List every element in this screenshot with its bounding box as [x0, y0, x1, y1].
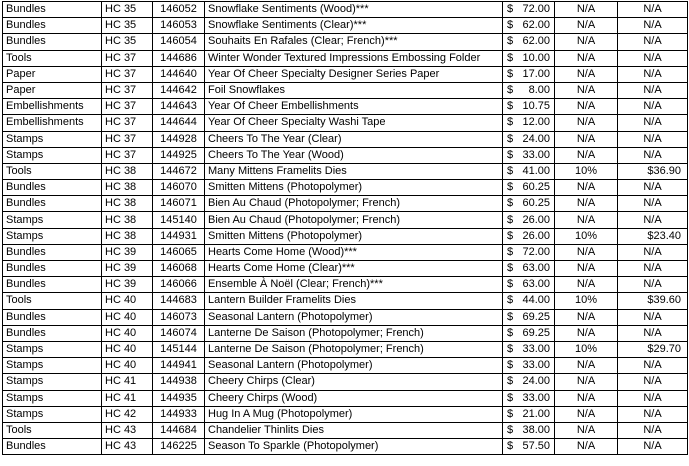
currency-symbol: $	[507, 391, 514, 404]
discount-cell: 10%	[555, 341, 618, 357]
category-cell: Bundles	[3, 277, 102, 293]
hc-page-cell: HC 39	[102, 277, 153, 293]
category-cell: Tools	[3, 50, 102, 66]
description-cell: Year Of Cheer Specialty Washi Tape	[205, 115, 503, 131]
item-number-cell: 144672	[153, 163, 205, 179]
price-cell	[503, 34, 555, 50]
price-value: 12.00	[522, 116, 550, 129]
hc-page-cell: HC 39	[102, 261, 153, 277]
hc-page-cell: HC 35	[102, 34, 153, 50]
currency-symbol: $	[507, 148, 514, 161]
item-number-cell: 146065	[153, 244, 205, 260]
category-cell: Embellishments	[3, 99, 102, 115]
table-row	[3, 163, 688, 179]
description-cell: Year Of Cheer Specialty Designer Series Paper	[205, 66, 503, 82]
price-value: 10.00	[522, 51, 550, 64]
discount-cell: N/A	[555, 99, 618, 115]
price-value: 10.75	[522, 100, 550, 113]
item-number-cell: 145144	[153, 341, 205, 357]
category-cell: Bundles	[3, 309, 102, 325]
discount-cell: N/A	[555, 18, 618, 34]
currency-symbol: $	[507, 67, 514, 80]
category-cell: Tools	[3, 163, 102, 179]
discount-cell: N/A	[555, 422, 618, 438]
description-cell: Lanterne De Saison (Photopolymer; French)	[205, 341, 503, 357]
price-cell	[503, 374, 555, 390]
price-cell	[503, 309, 555, 325]
hc-page-cell: HC 41	[102, 390, 153, 406]
price-cell	[503, 50, 555, 66]
sale-price-cell: N/A	[618, 115, 688, 131]
table-row	[3, 293, 688, 309]
price-cell	[503, 115, 555, 131]
table-row	[3, 196, 688, 212]
category-cell: Bundles	[3, 18, 102, 34]
item-number-cell: 144935	[153, 390, 205, 406]
hc-page-cell: HC 37	[102, 115, 153, 131]
item-number-cell: 146053	[153, 18, 205, 34]
price-value: 33.00	[522, 359, 550, 372]
currency-symbol: $	[507, 164, 514, 177]
description-cell: Smitten Mittens (Photopolymer)	[205, 228, 503, 244]
price-value: 69.25	[522, 310, 550, 323]
description-cell: Snowflake Sentiments (Clear)***	[205, 18, 503, 34]
price-cell	[503, 163, 555, 179]
category-cell: Stamps	[3, 390, 102, 406]
discount-cell: N/A	[555, 358, 618, 374]
table-row	[3, 422, 688, 438]
currency-symbol: $	[507, 197, 514, 210]
sale-price-cell: $39.60	[618, 293, 688, 309]
item-number-cell: 146054	[153, 34, 205, 50]
price-cell	[503, 261, 555, 277]
table-row	[3, 277, 688, 293]
description-cell: Cheers To The Year (Clear)	[205, 131, 503, 147]
table-row	[3, 374, 688, 390]
discount-cell: N/A	[555, 277, 618, 293]
price-list-table	[2, 1, 688, 455]
category-cell: Stamps	[3, 212, 102, 228]
table-row	[3, 82, 688, 98]
item-number-cell: 144938	[153, 374, 205, 390]
hc-page-cell: HC 39	[102, 244, 153, 260]
description-cell: Cheery Chirps (Wood)	[205, 390, 503, 406]
category-cell: Stamps	[3, 374, 102, 390]
sale-price-cell: N/A	[618, 131, 688, 147]
price-value: 57.50	[522, 440, 550, 453]
sale-price-cell: N/A	[618, 244, 688, 260]
hc-page-cell: HC 41	[102, 374, 153, 390]
table-row	[3, 2, 688, 18]
price-value: 26.00	[522, 229, 550, 242]
sale-price-cell: $29.70	[618, 341, 688, 357]
sale-price-cell: N/A	[618, 2, 688, 18]
sale-price-cell: N/A	[618, 309, 688, 325]
price-cell	[503, 293, 555, 309]
description-cell: Many Mittens Framelits Dies	[205, 163, 503, 179]
price-cell	[503, 2, 555, 18]
discount-cell: N/A	[555, 374, 618, 390]
description-cell: Hearts Come Home (Wood)***	[205, 244, 503, 260]
price-cell	[503, 390, 555, 406]
hc-page-cell: HC 38	[102, 180, 153, 196]
table-row	[3, 228, 688, 244]
sale-price-cell: N/A	[618, 18, 688, 34]
discount-cell: 10%	[555, 293, 618, 309]
currency-symbol: $	[507, 375, 514, 388]
item-number-cell: 145140	[153, 212, 205, 228]
item-number-cell: 144642	[153, 82, 205, 98]
discount-cell: N/A	[555, 309, 618, 325]
price-cell	[503, 147, 555, 163]
sale-price-cell: N/A	[618, 82, 688, 98]
hc-page-cell: HC 40	[102, 358, 153, 374]
price-value: 17.00	[522, 67, 550, 80]
discount-cell: N/A	[555, 82, 618, 98]
description-cell: Cheers To The Year (Wood)	[205, 147, 503, 163]
price-value: 8.00	[528, 84, 550, 97]
table-row	[3, 34, 688, 50]
description-cell: Snowflake Sentiments (Wood)***	[205, 2, 503, 18]
hc-page-cell: HC 35	[102, 2, 153, 18]
hc-page-cell: HC 38	[102, 212, 153, 228]
price-cell	[503, 228, 555, 244]
sale-price-cell: N/A	[618, 147, 688, 163]
hc-page-cell: HC 38	[102, 163, 153, 179]
category-cell: Paper	[3, 66, 102, 82]
description-cell: Bien Au Chaud (Photopolymer; French)	[205, 196, 503, 212]
discount-cell: N/A	[555, 196, 618, 212]
price-value: 63.00	[522, 278, 550, 291]
description-cell: Hearts Come Home (Clear)***	[205, 261, 503, 277]
category-cell: Bundles	[3, 325, 102, 341]
item-number-cell: 144933	[153, 406, 205, 422]
category-cell: Stamps	[3, 147, 102, 163]
currency-symbol: $	[507, 116, 514, 129]
hc-page-cell: HC 42	[102, 406, 153, 422]
hc-page-cell: HC 43	[102, 422, 153, 438]
item-number-cell: 146052	[153, 2, 205, 18]
sale-price-cell: N/A	[618, 99, 688, 115]
discount-cell: N/A	[555, 390, 618, 406]
sale-price-cell: N/A	[618, 34, 688, 50]
sale-price-cell: N/A	[618, 66, 688, 82]
price-value: 72.00	[522, 3, 550, 16]
currency-symbol: $	[507, 245, 514, 258]
item-number-cell: 146070	[153, 180, 205, 196]
discount-cell: N/A	[555, 131, 618, 147]
price-value: 33.00	[522, 391, 550, 404]
price-cell	[503, 325, 555, 341]
category-cell: Bundles	[3, 2, 102, 18]
table-row	[3, 325, 688, 341]
sale-price-cell: N/A	[618, 277, 688, 293]
discount-cell: N/A	[555, 34, 618, 50]
hc-page-cell: HC 38	[102, 228, 153, 244]
category-cell: Bundles	[3, 196, 102, 212]
table-row	[3, 18, 688, 34]
sale-price-cell: N/A	[618, 374, 688, 390]
discount-cell: N/A	[555, 147, 618, 163]
table-row	[3, 212, 688, 228]
price-list-rows	[3, 2, 688, 455]
table-row	[3, 406, 688, 422]
category-cell: Bundles	[3, 244, 102, 260]
item-number-cell: 146068	[153, 261, 205, 277]
sale-price-cell: N/A	[618, 325, 688, 341]
currency-symbol: $	[507, 440, 514, 453]
price-cell	[503, 180, 555, 196]
hc-page-cell: HC 40	[102, 325, 153, 341]
currency-symbol: $	[507, 100, 514, 113]
price-cell	[503, 82, 555, 98]
table-row	[3, 358, 688, 374]
description-cell: Seasonal Lantern (Photopolymer)	[205, 358, 503, 374]
currency-symbol: $	[507, 51, 514, 64]
currency-symbol: $	[507, 181, 514, 194]
discount-cell: N/A	[555, 212, 618, 228]
price-value: 33.00	[522, 148, 550, 161]
category-cell: Bundles	[3, 180, 102, 196]
category-cell: Stamps	[3, 131, 102, 147]
currency-symbol: $	[507, 278, 514, 291]
price-value: 62.00	[522, 19, 550, 32]
hc-page-cell: HC 40	[102, 293, 153, 309]
discount-cell: N/A	[555, 180, 618, 196]
description-cell: Chandelier Thinlits Dies	[205, 422, 503, 438]
price-value: 24.00	[522, 375, 550, 388]
item-number-cell: 146225	[153, 439, 205, 455]
item-number-cell: 146074	[153, 325, 205, 341]
discount-cell: N/A	[555, 115, 618, 131]
item-number-cell: 146066	[153, 277, 205, 293]
hc-page-cell: HC 37	[102, 99, 153, 115]
hc-page-cell: HC 40	[102, 309, 153, 325]
item-number-cell: 146071	[153, 196, 205, 212]
price-cell	[503, 439, 555, 455]
hc-page-cell: HC 43	[102, 439, 153, 455]
description-cell: Lantern Builder Framelits Dies	[205, 293, 503, 309]
currency-symbol: $	[507, 213, 514, 226]
price-value: 41.00	[522, 164, 550, 177]
description-cell: Lanterne De Saison (Photopolymer; French)	[205, 325, 503, 341]
discount-cell: 10%	[555, 163, 618, 179]
item-number-cell: 144683	[153, 293, 205, 309]
price-cell	[503, 212, 555, 228]
table-row	[3, 99, 688, 115]
table-row	[3, 439, 688, 455]
sale-price-cell: N/A	[618, 390, 688, 406]
discount-cell: N/A	[555, 439, 618, 455]
price-value: 38.00	[522, 423, 550, 436]
table-row	[3, 341, 688, 357]
price-cell	[503, 196, 555, 212]
category-cell: Stamps	[3, 228, 102, 244]
price-value: 63.00	[522, 262, 550, 275]
table-row	[3, 147, 688, 163]
sale-price-cell: N/A	[618, 358, 688, 374]
price-cell	[503, 406, 555, 422]
currency-symbol: $	[507, 35, 514, 48]
currency-symbol: $	[507, 326, 514, 339]
description-cell: Ensemble À Noël (Clear; French)***	[205, 277, 503, 293]
category-cell: Bundles	[3, 439, 102, 455]
currency-symbol: $	[507, 310, 514, 323]
item-number-cell: 144684	[153, 422, 205, 438]
table-row	[3, 131, 688, 147]
discount-cell: N/A	[555, 261, 618, 277]
currency-symbol: $	[507, 132, 514, 145]
description-cell: Foil Snowflakes	[205, 82, 503, 98]
description-cell: Year Of Cheer Embellishments	[205, 99, 503, 115]
description-cell: Bien Au Chaud (Photopolymer; French)	[205, 212, 503, 228]
table-row	[3, 261, 688, 277]
currency-symbol: $	[507, 3, 514, 16]
price-value: 26.00	[522, 213, 550, 226]
hc-page-cell: HC 37	[102, 82, 153, 98]
currency-symbol: $	[507, 359, 514, 372]
table-row	[3, 115, 688, 131]
table-row	[3, 66, 688, 82]
discount-cell: N/A	[555, 2, 618, 18]
hc-page-cell: HC 40	[102, 341, 153, 357]
discount-cell: N/A	[555, 50, 618, 66]
price-value: 24.00	[522, 132, 550, 145]
sale-price-cell: N/A	[618, 422, 688, 438]
price-value: 44.00	[522, 294, 550, 307]
item-number-cell: 146073	[153, 309, 205, 325]
sale-price-cell: N/A	[618, 196, 688, 212]
description-cell: Cheery Chirps (Clear)	[205, 374, 503, 390]
discount-cell: 10%	[555, 228, 618, 244]
description-cell: Hug In A Mug (Photopolymer)	[205, 406, 503, 422]
price-cell	[503, 18, 555, 34]
item-number-cell: 144931	[153, 228, 205, 244]
category-cell: Stamps	[3, 341, 102, 357]
sale-price-cell: N/A	[618, 50, 688, 66]
category-cell: Bundles	[3, 34, 102, 50]
price-value: 72.00	[522, 245, 550, 258]
hc-page-cell: HC 35	[102, 18, 153, 34]
category-cell: Embellishments	[3, 115, 102, 131]
currency-symbol: $	[507, 423, 514, 436]
currency-symbol: $	[507, 262, 514, 275]
sale-price-cell: N/A	[618, 180, 688, 196]
price-value: 62.00	[522, 35, 550, 48]
hc-page-cell: HC 37	[102, 131, 153, 147]
hc-page-cell: HC 37	[102, 66, 153, 82]
table-row	[3, 50, 688, 66]
price-cell	[503, 277, 555, 293]
price-value: 60.25	[522, 197, 550, 210]
category-cell: Tools	[3, 293, 102, 309]
item-number-cell: 144928	[153, 131, 205, 147]
currency-symbol: $	[507, 407, 514, 420]
description-cell: Season To Sparkle (Photopolymer)	[205, 439, 503, 455]
table-row	[3, 390, 688, 406]
item-number-cell: 144640	[153, 66, 205, 82]
price-cell	[503, 422, 555, 438]
category-cell: Bundles	[3, 261, 102, 277]
price-cell	[503, 131, 555, 147]
price-cell	[503, 341, 555, 357]
category-cell: Stamps	[3, 358, 102, 374]
price-value: 21.00	[522, 407, 550, 420]
sale-price-cell: N/A	[618, 212, 688, 228]
currency-symbol: $	[507, 294, 514, 307]
currency-symbol: $	[507, 343, 514, 356]
price-cell	[503, 244, 555, 260]
price-cell	[503, 66, 555, 82]
hc-page-cell: HC 37	[102, 50, 153, 66]
hc-page-cell: HC 37	[102, 147, 153, 163]
sale-price-cell: N/A	[618, 439, 688, 455]
sale-price-cell: $36.90	[618, 163, 688, 179]
discount-cell: N/A	[555, 406, 618, 422]
description-cell: Winter Wonder Textured Impressions Embossing Folder	[205, 50, 503, 66]
category-cell: Tools	[3, 422, 102, 438]
table-row	[3, 244, 688, 260]
table-row	[3, 309, 688, 325]
sale-price-cell: N/A	[618, 261, 688, 277]
discount-cell: N/A	[555, 66, 618, 82]
price-value: 60.25	[522, 181, 550, 194]
price-cell	[503, 99, 555, 115]
description-cell: Seasonal Lantern (Photopolymer)	[205, 309, 503, 325]
currency-symbol: $	[507, 84, 514, 97]
discount-cell: N/A	[555, 244, 618, 260]
item-number-cell: 144643	[153, 99, 205, 115]
description-cell: Souhaits En Rafales (Clear; French)***	[205, 34, 503, 50]
discount-cell: N/A	[555, 325, 618, 341]
category-cell: Paper	[3, 82, 102, 98]
price-cell	[503, 358, 555, 374]
hc-page-cell: HC 38	[102, 196, 153, 212]
price-value: 69.25	[522, 326, 550, 339]
item-number-cell: 144925	[153, 147, 205, 163]
item-number-cell: 144644	[153, 115, 205, 131]
item-number-cell: 144941	[153, 358, 205, 374]
table-row	[3, 180, 688, 196]
item-number-cell: 144686	[153, 50, 205, 66]
category-cell: Stamps	[3, 406, 102, 422]
sale-price-cell: N/A	[618, 406, 688, 422]
currency-symbol: $	[507, 229, 514, 242]
price-value: 33.00	[522, 343, 550, 356]
description-cell: Smitten Mittens (Photopolymer)	[205, 180, 503, 196]
currency-symbol: $	[507, 19, 514, 32]
sale-price-cell: $23.40	[618, 228, 688, 244]
